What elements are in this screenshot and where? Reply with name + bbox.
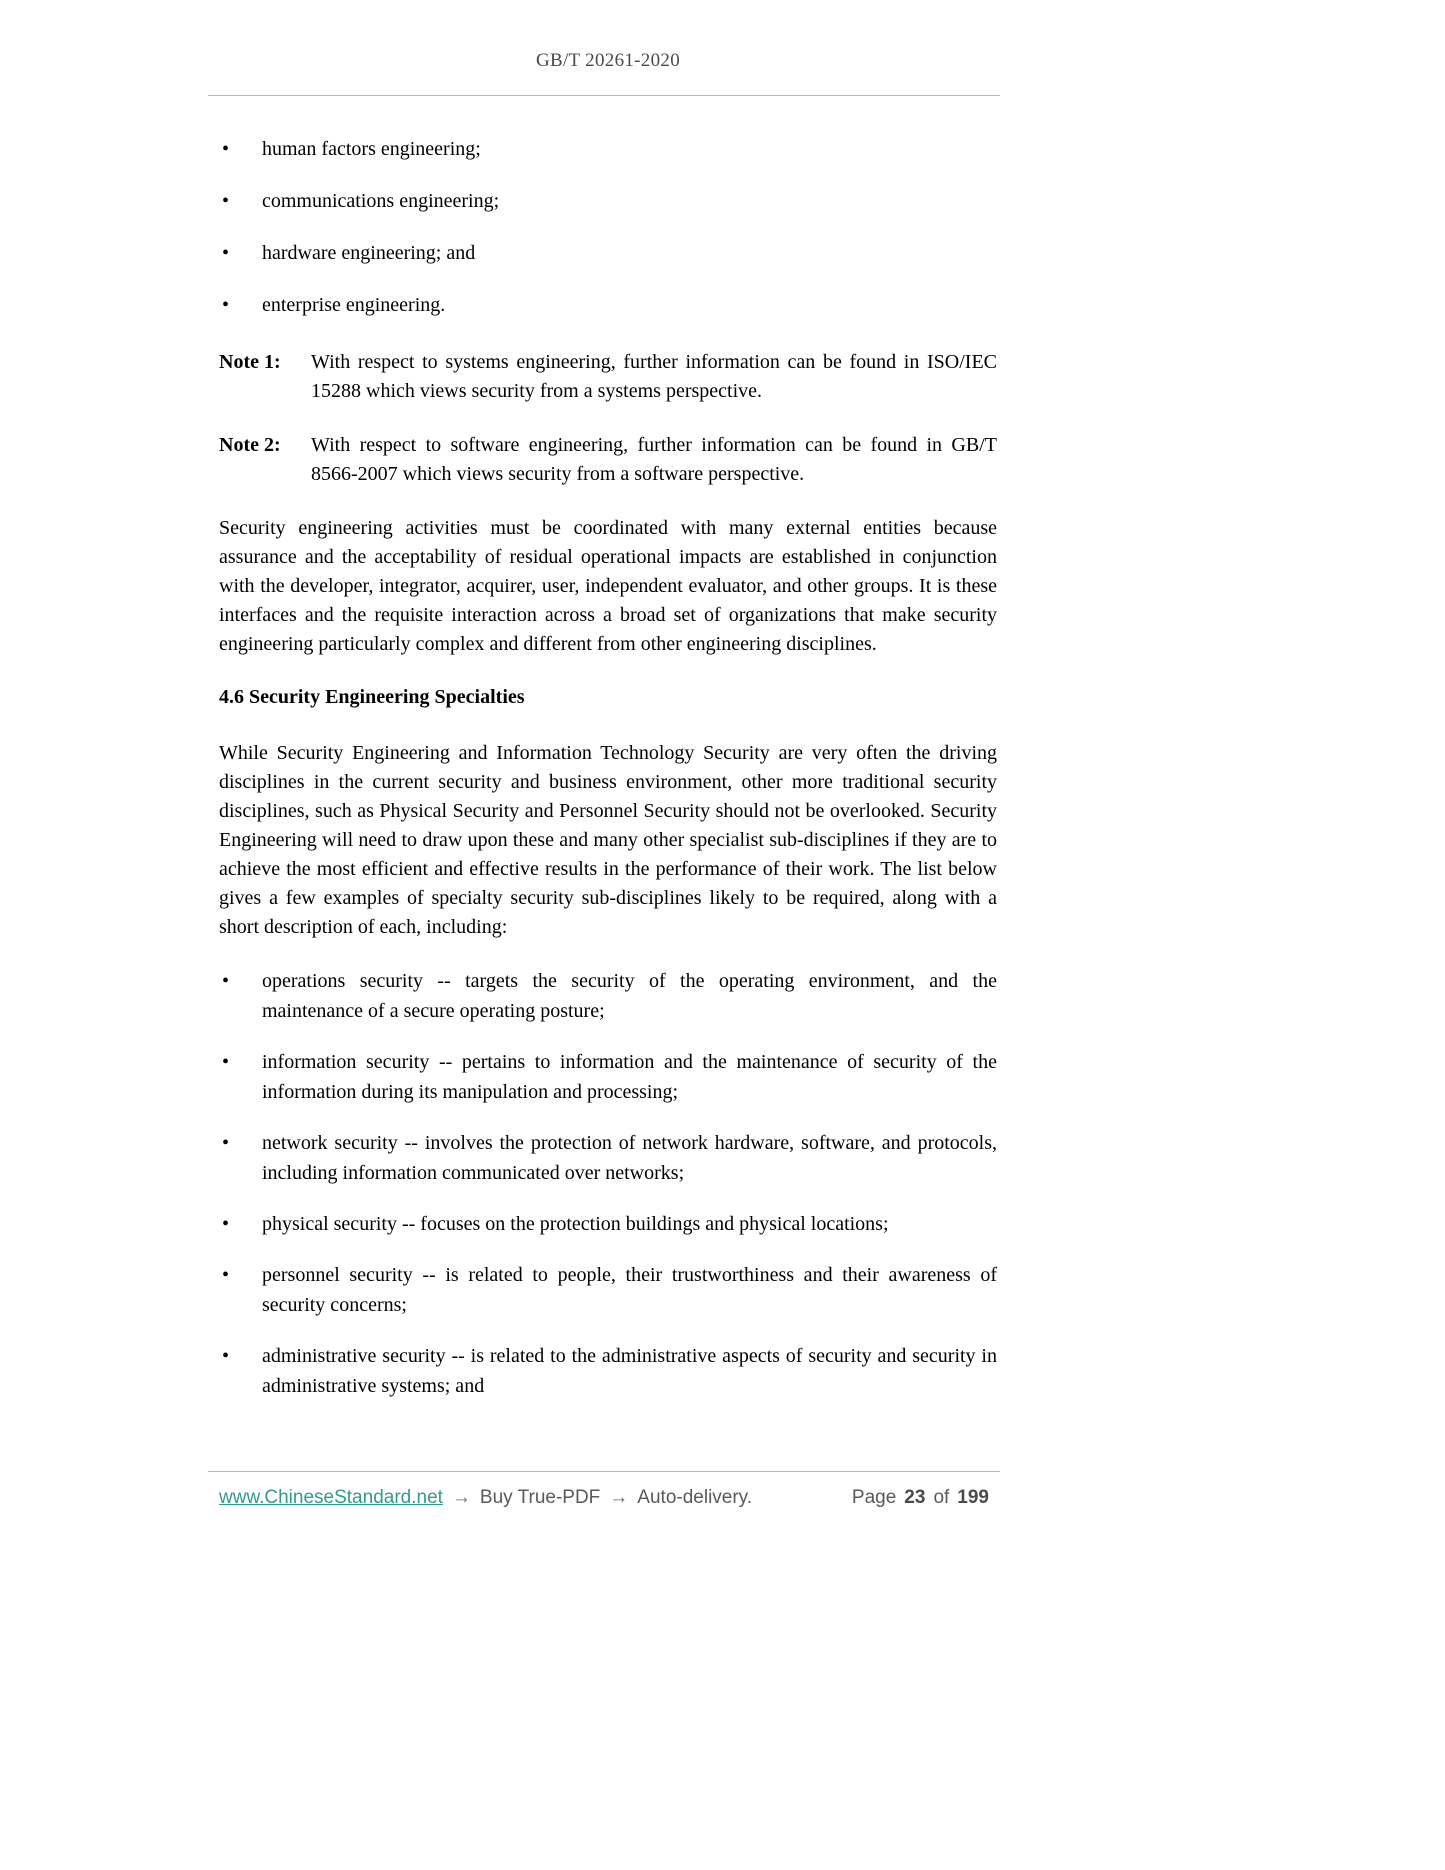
list-item-text: physical security -- focuses on the protection buildings and physical locations; (262, 1213, 889, 1235)
note-label: Note 1: (219, 351, 281, 373)
page-content (219, 0, 997, 1401)
list-item (219, 187, 997, 216)
bullet-marker: • (222, 1264, 230, 1286)
list-item-text: operations security -- targets the security of the operating environment, and the maintenance of a secure operating posture; (262, 970, 997, 1022)
bullet-marker: • (222, 1132, 230, 1154)
footer-row (208, 1472, 1000, 1509)
paragraph-security-engineering-activities: Security engineering activities must be coordinated with many external entities because assurance and the acceptability of residual operational impacts are established in conjunction with the developer, integrator, acquirer, user, independent evaluator, and other groups. It is these interfaces and the requisite interaction across a broad set of organizations that make security engineering particularly complex and different from other engineering disciplines. (219, 517, 997, 655)
list-item (219, 291, 997, 320)
list-item-text: hardware engineering; and (262, 242, 476, 264)
list-item (219, 1209, 997, 1239)
note-text: With respect to software engineering, further information can be found in GB/T 8566-2007 which views security from a software perspective. (311, 434, 997, 485)
footer-delivery-text: Auto-delivery. (637, 1487, 753, 1508)
bullet-marker: • (222, 138, 230, 160)
list-item (219, 1260, 997, 1320)
list-item (219, 135, 997, 164)
footer-left (219, 1487, 752, 1509)
of-label: of (933, 1487, 950, 1508)
bullet-marker: • (222, 1213, 230, 1235)
list-item (219, 1128, 997, 1188)
note-label: Note 2: (219, 434, 281, 456)
note-2 (219, 431, 997, 489)
page-indicator (852, 1487, 989, 1509)
bullet-marker: • (222, 294, 230, 316)
list-item (219, 1341, 997, 1401)
bullet-marker: • (222, 190, 230, 212)
chinesestandard-link[interactable]: www.ChineseStandard.net (219, 1487, 443, 1508)
list-item-text: information security -- pertains to information and the maintenance of security of the information during its manipulation and processing; (262, 1051, 997, 1103)
list-item (219, 1047, 997, 1107)
list-item-text: network security -- involves the protection of network hardware, software, and protocols, including information communicated over networks; (262, 1132, 997, 1184)
specialty-security-list (219, 966, 997, 1401)
note-1 (219, 348, 997, 406)
section-heading-4-6: 4.6 Security Engineering Specialties (219, 686, 525, 708)
bullet-marker: • (222, 242, 230, 264)
current-page-number: 23 (904, 1487, 926, 1508)
total-pages-number: 199 (957, 1487, 989, 1508)
engineering-discipline-list (219, 135, 997, 320)
page-footer (208, 1471, 1000, 1509)
footer-buy-text: Buy True-PDF (479, 1487, 601, 1508)
arrow-right-icon: → (609, 1487, 629, 1508)
arrow-right-icon: → (451, 1487, 471, 1508)
list-item-text: administrative security -- is related to the administrative aspects of security and security in administrative systems; and (262, 1345, 997, 1397)
bullet-marker: • (222, 970, 230, 992)
list-item-text: communications engineering; (262, 190, 500, 212)
document-body (219, 96, 997, 1401)
bullet-marker: • (222, 1345, 230, 1367)
list-item-text: human factors engineering; (262, 138, 481, 160)
list-item (219, 966, 997, 1026)
header-standard-number: GB/T 20261-2020 (535, 50, 680, 71)
note-text: With respect to systems engineering, further information can be found in ISO/IEC 15288 which views security from a systems perspective. (311, 351, 997, 402)
list-item-text: personnel security -- is related to people, their trustworthiness and their awareness of security concerns; (262, 1264, 997, 1316)
list-item (219, 239, 997, 268)
bullet-marker: • (222, 1051, 230, 1073)
paragraph-specialties-intro: While Security Engineering and Information Technology Security are very often the driving disciplines in the current security and business environment, other more traditional security disciplines, such as Physical Security and Personnel Security should not be overlooked. Security Engineering will need to draw upon these and many other specialist sub-disciplines if they are to achieve the most efficient and effective results in the performance of their work. The list below gives a few examples of specialty security sub-disciplines likely to be required, along with a short description of each, including: (219, 742, 997, 938)
list-item-text: enterprise engineering. (262, 294, 446, 316)
page-label: Page (851, 1487, 897, 1508)
